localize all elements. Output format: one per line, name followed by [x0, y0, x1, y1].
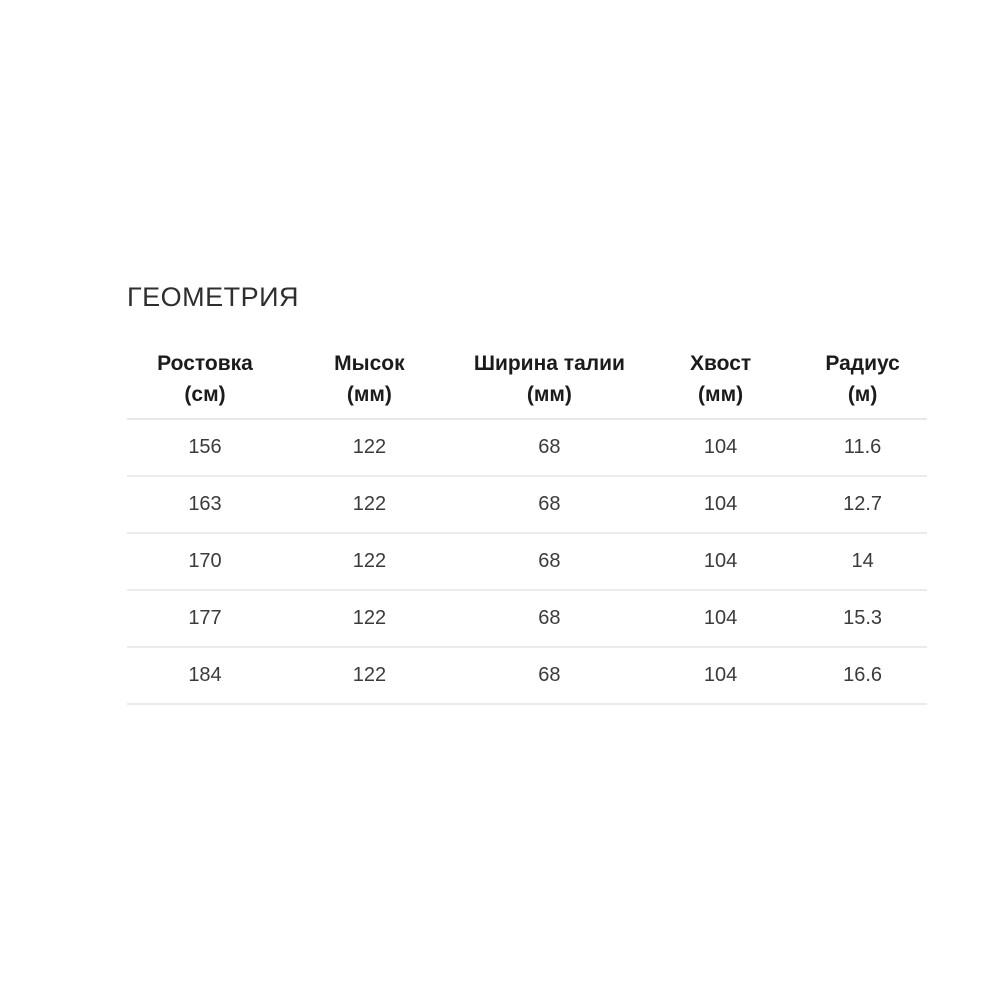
table-cell: 122	[283, 647, 456, 704]
column-header-shirina-talii	[456, 349, 643, 419]
table-cell: 16.6	[798, 647, 927, 704]
table-cell: 104	[643, 590, 798, 647]
table-cell: 156	[127, 419, 283, 476]
table-header	[127, 349, 927, 419]
column-label: Радиус	[825, 352, 900, 375]
table-row	[127, 533, 927, 590]
table-cell: 122	[283, 590, 456, 647]
column-unit: (мм)	[698, 383, 744, 406]
table-cell: 184	[127, 647, 283, 704]
table-cell: 177	[127, 590, 283, 647]
table-cell: 163	[127, 476, 283, 533]
column-header-radius	[798, 349, 927, 419]
table-row	[127, 476, 927, 533]
table-cell: 11.6	[798, 419, 927, 476]
table-cell: 68	[456, 419, 643, 476]
geometry-section	[127, 281, 927, 705]
table-body	[127, 419, 927, 704]
table-cell: 104	[643, 419, 798, 476]
table-row	[127, 419, 927, 476]
table-cell: 68	[456, 590, 643, 647]
table-cell: 122	[283, 419, 456, 476]
column-header-khvost	[643, 349, 798, 419]
table-cell: 122	[283, 533, 456, 590]
column-unit: (мм)	[526, 383, 572, 406]
table-cell: 104	[643, 647, 798, 704]
table-cell: 170	[127, 533, 283, 590]
table-cell: 12.7	[798, 476, 927, 533]
table-cell: 122	[283, 476, 456, 533]
table-cell: 14	[798, 533, 927, 590]
column-unit: (м)	[847, 383, 878, 406]
table-cell: 68	[456, 476, 643, 533]
column-label: Ростовка	[157, 352, 253, 375]
column-label: Хвост	[690, 352, 752, 375]
table-row	[127, 647, 927, 704]
column-unit: (мм)	[346, 383, 392, 406]
section-title: ГЕОМЕТРИЯ	[127, 282, 300, 312]
column-label: Ширина талии	[473, 352, 625, 375]
table-cell: 68	[456, 647, 643, 704]
column-unit: (см)	[184, 383, 226, 406]
geometry-table	[127, 349, 927, 705]
table-cell: 104	[643, 533, 798, 590]
column-header-rostovka	[127, 349, 283, 419]
table-cell: 68	[456, 533, 643, 590]
table-row	[127, 590, 927, 647]
table-cell: 15.3	[798, 590, 927, 647]
column-label: Мысок	[334, 352, 405, 375]
table-cell: 104	[643, 476, 798, 533]
column-header-mysok	[283, 349, 456, 419]
header-row	[127, 349, 927, 419]
